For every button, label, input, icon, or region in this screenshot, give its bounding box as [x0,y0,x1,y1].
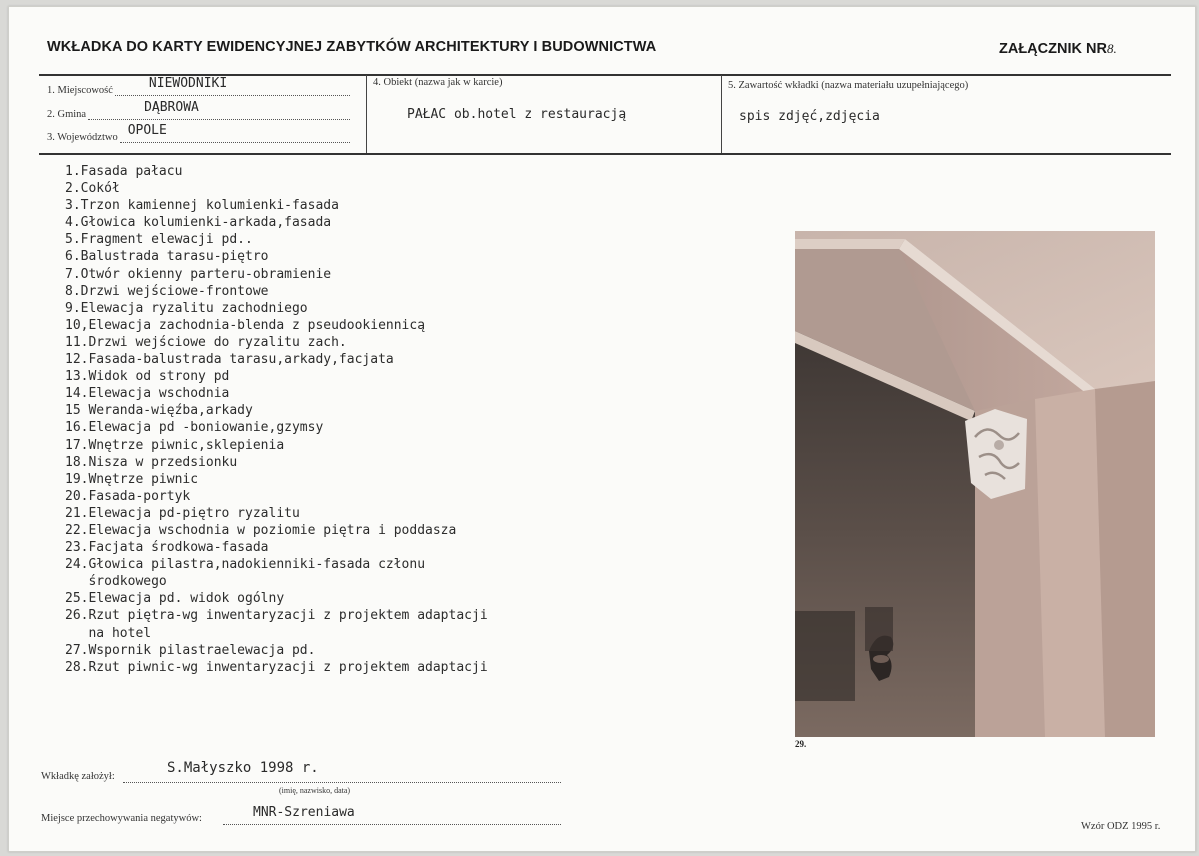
photo-list-item: 3.Trzon kamiennej kolumienki-fasada [65,198,339,214]
zalozyl-value: S.Małyszko 1998 r. [167,760,319,776]
annex-label: ZAŁĄCZNIK NR [999,41,1107,57]
gmina-field [47,100,350,120]
wojewodztwo-value: OPOLE [127,123,167,138]
negatywy-dotted-line [223,824,561,825]
photo-list-item: 20.Fasada-portyk [65,488,191,504]
form-version: Wzór ODZ 1995 r. [1081,821,1161,832]
photo-list-item: 15 Weranda-więźba,arkady [65,403,253,419]
photo-list-item: 19.Wnętrze piwnic [65,471,199,487]
photo-list-item: 8.Drzwi wejściowe-frontowe [65,283,269,299]
photo-list-item: 27.Wspornik pilastraelewacja pd. [65,642,316,658]
photo-list-item: 6.Balustrada tarasu-piętro [65,249,269,265]
annex-number [999,41,1117,57]
header-bottom-rule [39,153,1171,155]
photo-list-item: 12.Fasada-balustrada tarasu,arkady,facjata [65,352,394,368]
photo-list-item: 13.Widok od strony pd [65,369,230,385]
negatywy-value: MNR-Szreniawa [253,805,355,820]
photo-list-item: 14.Elewacja wschodnia [65,386,230,402]
zalozyl-hint: (imię, nazwisko, data) [279,786,351,795]
gmina-value: DĄBROWA [144,100,199,115]
photo-list-item: 25.Elewacja pd. widok ogólny [65,591,285,607]
photo-list-item: 11.Drzwi wejściowe do ryzalitu zach. [65,334,347,350]
photo-list-item: 5.Fragment elewacji pd.. [65,232,253,248]
wojewodztwo-label: 3. Województwo [47,132,118,143]
photo-list-item: 22.Elewacja wschodnia w poziomie piętra i poddasza [65,522,457,538]
photo-list-item: 4.Głowica kolumienki-arkada,fasada [65,215,332,231]
corbel-ornament [965,409,1027,499]
miejscowosc-field [47,76,350,96]
obiekt-label: 4. Obiekt (nazwa jak w karcie) [373,77,503,88]
photo-list-item: 1.Fasada pałacu [65,164,183,179]
zawartosc-label: 5. Zawartość wkładki (nazwa materiału uzupełniającego) [728,80,969,91]
zalozyl-label: Wkładkę założył: [41,771,115,782]
document-sheet [8,6,1196,852]
annex-number-value: 8. [1106,41,1117,56]
photo-list-item: 16.Elewacja pd -boniowanie,gzymsy [65,420,324,436]
photo-number: 29. [795,739,807,749]
miejscowosc-label: 1. Miejscowość [47,85,113,96]
document-title: WKŁADKA DO KARTY EWIDENCYJNEJ ZABYTKÓW ARCHITEKTURY I BUDOWNICTWA [47,39,657,55]
zawartosc-value: spis zdjęć,zdjęcia [739,109,880,124]
zalozyl-dotted-line [123,782,561,783]
miejscowosc-value: NIEWODNIKI [148,76,228,91]
photo-list-item: 9.Elewacja ryzalitu zachodniego [65,300,308,316]
gmina-label: 2. Gmina [47,109,87,120]
photo-list-item: 26.Rzut piętra-wg inwentaryzacji z projektem adaptacji [65,608,488,624]
photo-list-item: 24.Głowica pilastra,nadokienniki-fasada członu [65,557,426,573]
photo-list-item: 17.Wnętrze piwnic,sklepienia [65,437,285,453]
photo-list-item: 2.Cokół [65,181,120,197]
photo-image [795,231,1155,737]
photo-list-item: 23.Facjata środkowa-fasada [65,540,269,556]
photo-list-item: 21.Elewacja pd-piętro ryzalitu [65,505,300,521]
photo-list-item: 7.Otwór okienny parteru-obramienie [65,266,332,282]
negatywy-label: Miejsce przechowywania negatywów: [41,813,202,824]
photo-list-item: 28.Rzut piwnic-wg inwentaryzacji z projektem adaptacji [65,659,488,675]
column-divider-1 [366,75,367,153]
photo-list [65,163,488,676]
photo-list-item: 18.Nisza w przedsionku [65,454,238,470]
photo-list-item: na hotel [65,625,152,641]
wojewodztwo-field [47,123,350,143]
obiekt-value: PAŁAC ob.hotel z restauracją [407,107,627,122]
column-divider-2 [721,75,722,153]
photo-list-item: środkowego [65,574,167,590]
photo-list-item: 10,Elewacja zachodnia-blenda z pseudookiennicą [65,317,426,333]
interior-photograph [795,231,1155,737]
